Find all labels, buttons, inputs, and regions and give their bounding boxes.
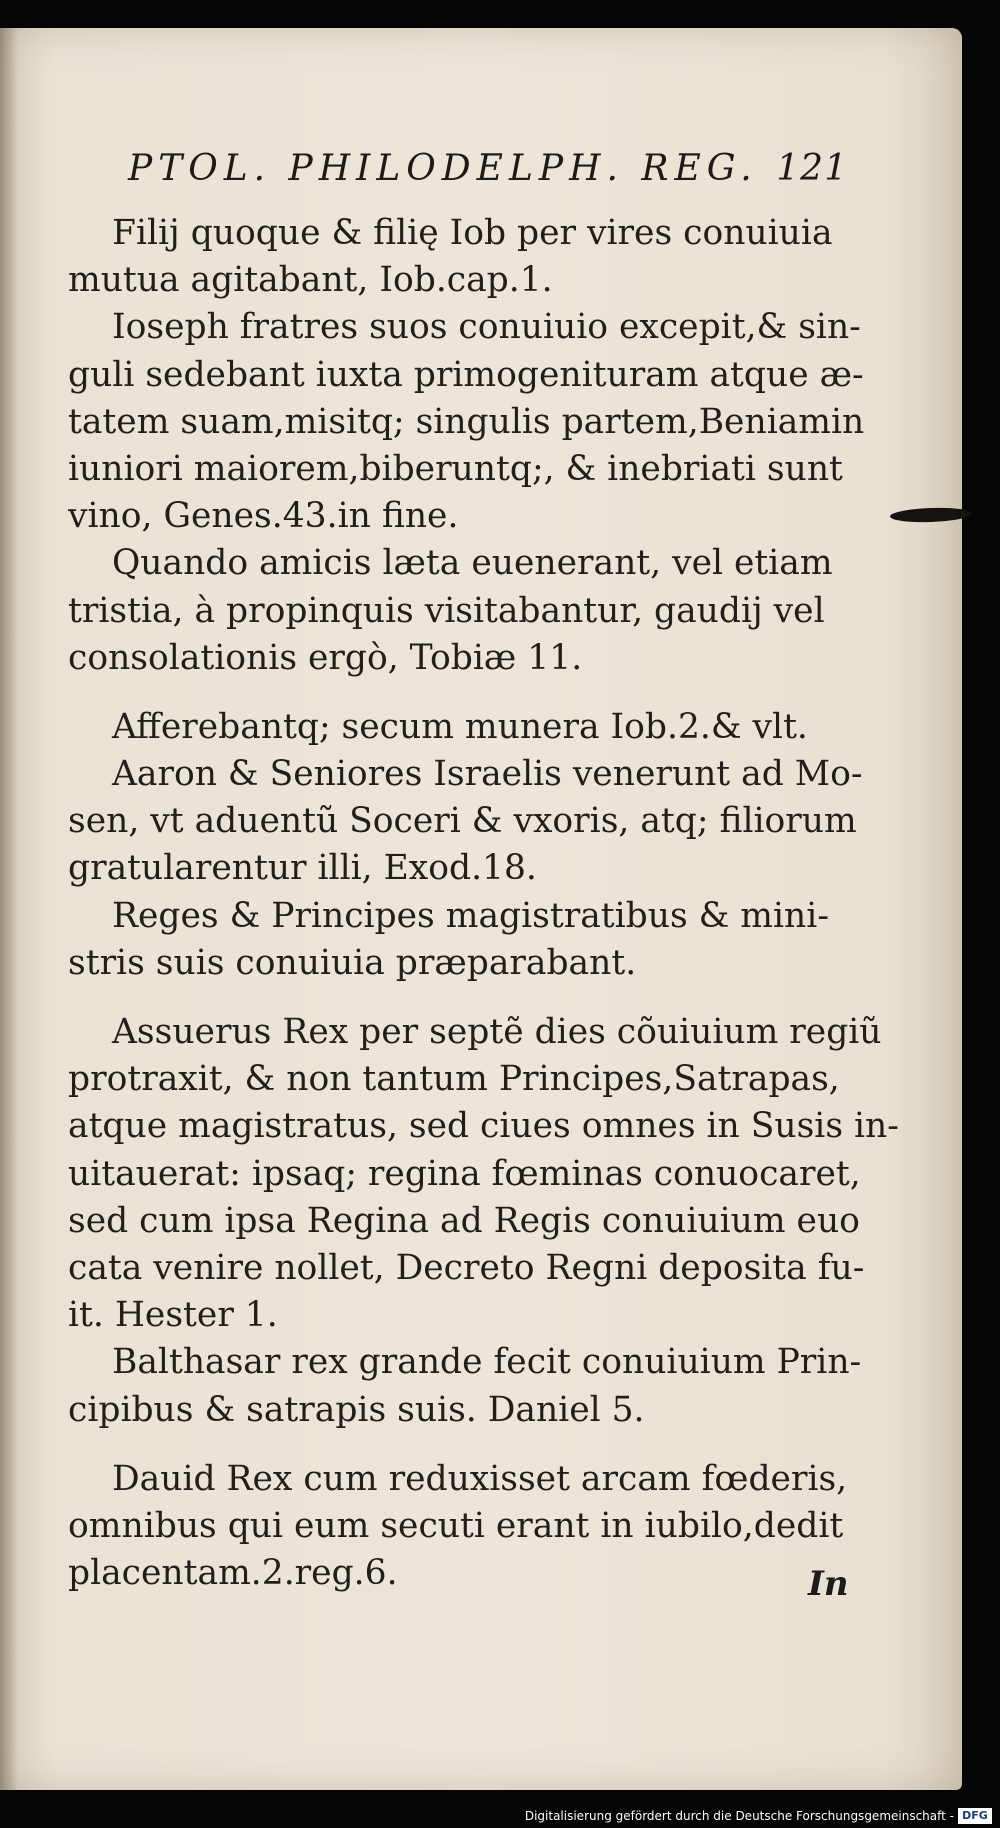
text-line: Ioseph fratres suos conuiuio excepit,& sin- [112, 307, 861, 348]
text-line: protraxit, & non tantum Principes,Satrapas, [68, 1059, 840, 1100]
text-line: uitauerat: ipsaq; regina fœminas conuocaret, [68, 1153, 861, 1194]
body-text [68, 210, 899, 1597]
paragraph-gap [68, 987, 848, 1009]
text-line: omnibus qui eum secuti erant in iubilo,dedit [68, 1505, 844, 1546]
footer-credit: Digitalisierung gefördert durch die Deutsche Forschungsgemeinschaft - [524, 1809, 954, 1823]
text-line: it. Hester 1. [68, 1295, 278, 1336]
text-line: sen, vt aduentũ Soceri & vxoris, atq; filiorum [68, 801, 857, 842]
text-line: vino, Genes.43.in fine. [68, 496, 459, 537]
text-line: consolationis ergò, Tobiæ 11. [68, 637, 583, 678]
text-line: stris suis conuiuia præparabant. [68, 942, 637, 983]
text-line: Dauid Rex cum reduxisset arcam fœderis, [112, 1458, 848, 1499]
text-line: Afferebantq; secum munera Iob.2.& vlt. [112, 706, 808, 747]
running-header [128, 148, 848, 198]
text-line: placentam.2.reg.6. [68, 1553, 398, 1594]
text-line: cata venire nollet, Decreto Regni deposita fu- [68, 1247, 865, 1288]
dfg-logo: DFG [958, 1808, 992, 1824]
catchword: In [808, 1564, 849, 1604]
digitization-footer [0, 1802, 1000, 1828]
text-line: Balthasar rex grande fecit conuiuium Prin- [112, 1342, 862, 1383]
text-line: cipibus & satrapis suis. Daniel 5. [68, 1389, 645, 1430]
paragraph-gap [68, 1434, 848, 1456]
text-line: tristia, à propinquis visitabantur, gaudij vel [68, 590, 825, 631]
paragraph-gap [68, 682, 848, 704]
text-line: tatem suam,misitq; singulis partem,Beniamin [68, 401, 865, 442]
page-number: 121 [776, 148, 848, 189]
text-line: iuniori maiorem,biberuntq;, & inebriati sunt [68, 448, 843, 489]
text-line: mutua agitabant, Iob.cap.1. [68, 260, 553, 301]
text-line: guli sedebant iuxta primogenituram atque æ- [68, 354, 864, 395]
text-line: Aaron & Seniores Israelis venerunt ad Mo- [112, 754, 863, 795]
text-line: gratularentur illi, Exod.18. [68, 848, 537, 889]
running-title: PTOL. PHILODELPH. REG. [128, 148, 758, 189]
text-line: Filij quoque & filię Iob per vires conuiuia [112, 213, 833, 253]
text-line: Assuerus Rex per septẽ dies cõuiuium regiũ [112, 1012, 882, 1052]
text-line: sed cum ipsa Regina ad Regis conuiuium euo [68, 1200, 860, 1241]
text-line: Quando amicis læta euenerant, vel etiam [112, 543, 833, 584]
binding-shadow [0, 28, 18, 1790]
text-line: atque magistratus, sed ciues omnes in Susis in- [68, 1106, 899, 1147]
text-line: Reges & Principes magistratibus & mini- [112, 895, 829, 936]
